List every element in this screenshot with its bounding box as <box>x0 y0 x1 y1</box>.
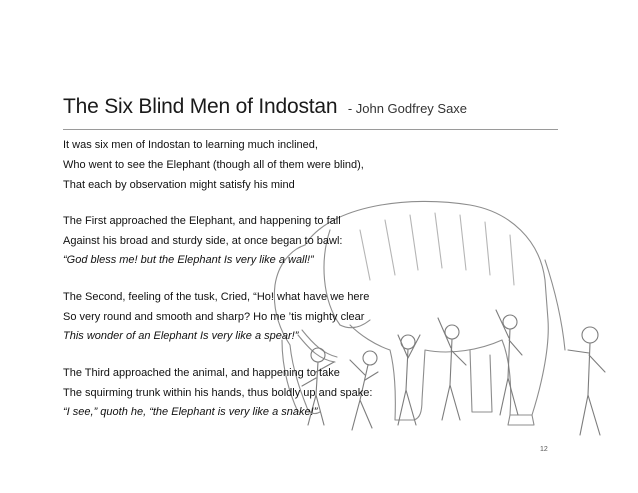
elephant-tusk <box>298 330 337 362</box>
poem-author: - John Godfrey Saxe <box>347 101 468 116</box>
poem-line: It was six men of Indostan to learning much inclined, <box>63 139 318 151</box>
poem-line: The Second, feeling of the tusk, Cried, “Ho! what have we here <box>63 291 370 303</box>
poem-line: The squirming trunk within his hands, thus boldly up and spake: <box>63 387 373 399</box>
blind-man-figure <box>568 327 605 435</box>
poem-title: The Six Blind Men of Indostan <box>63 95 338 118</box>
blind-man-figure <box>398 335 420 425</box>
poem-line: Who went to see the Elephant (though all of them were blind), <box>63 159 364 171</box>
slide-title <box>63 95 467 119</box>
title-divider <box>63 129 558 130</box>
poem-line: So very round and smooth and sharp? Ho me ’tis mighty clear <box>63 311 365 323</box>
blind-man-figure <box>496 310 522 415</box>
poem-line: The First approached the Elephant, and happening to fall <box>63 215 341 227</box>
poem-line: That each by observation might satisfy his mind <box>63 179 295 191</box>
page-number: 12 <box>540 446 548 453</box>
poem-line-quote: “God bless me! but the Elephant Is very like a wall!” <box>63 254 314 266</box>
elephant-head <box>274 230 370 345</box>
poem-line: Against his broad and sturdy side, at once began to bawl: <box>63 235 343 247</box>
poem-line-quote: “I see,” quoth he, “the Elephant is very like a snake!” <box>63 406 318 418</box>
poem-line: The Third approached the animal, and happening to take <box>63 367 340 379</box>
poem-line-quote: This wonder of an Elephant Is very like a spear!” <box>63 330 299 342</box>
blind-man-figure <box>438 318 466 420</box>
